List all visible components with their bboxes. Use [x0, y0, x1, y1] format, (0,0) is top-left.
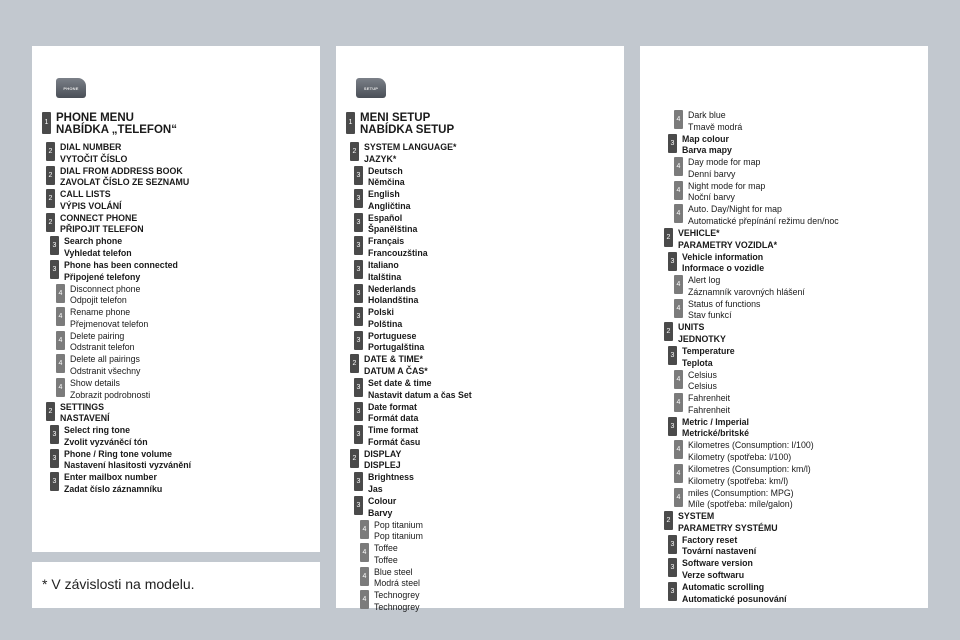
menu-item-level-3: [668, 582, 787, 605]
menu-item-level-3: [354, 236, 428, 259]
menu-item-text: [64, 260, 178, 283]
menu-item-label: Phone / Ring tone volume: [64, 448, 173, 459]
menu-item-text: [374, 590, 419, 613]
level-badge: 3: [354, 236, 363, 255]
menu-item-label: Status of functions: [688, 298, 761, 309]
menu-item-translation: Holandština: [368, 295, 419, 306]
menu-item-translation: Noční barvy: [688, 192, 735, 203]
menu-item-label: Time format: [368, 425, 419, 436]
menu-item-level-3: [354, 331, 424, 354]
menu-item-translation: NABÍDKA SETUP: [360, 124, 455, 136]
level-badge: 1: [346, 112, 355, 134]
menu-item-level-3: [354, 284, 418, 307]
menu-item-label: Technogrey: [374, 590, 420, 601]
menu-item-text: [688, 181, 765, 204]
menu-item-level-4: [360, 520, 423, 543]
menu-item-text: [368, 425, 420, 448]
menu-item-text: [368, 189, 411, 212]
menu-item-text: [368, 331, 424, 354]
menu-item-label: Auto. Day/Night for map: [688, 204, 782, 215]
level-badge: 3: [354, 472, 363, 491]
menu-item-text: [688, 157, 760, 180]
level-badge: 4: [56, 284, 65, 303]
menu-item-level-3: [668, 346, 735, 369]
menu-item-translation: NASTAVENÍ: [60, 413, 110, 424]
menu-item-level-4: [674, 275, 805, 298]
menu-item-label: Temperature: [682, 346, 735, 356]
level-badge: 3: [668, 346, 677, 365]
level-badge: 3: [354, 189, 363, 208]
menu-item-level-2: [46, 402, 110, 425]
level-badge: 3: [668, 558, 677, 577]
menu-item-translation: ZAVOLAT ČÍSLO ZE SEZNAMU: [60, 177, 190, 188]
footnote-box: [32, 562, 320, 608]
menu-item-text: [368, 307, 402, 330]
menu-item-translation: Fahrenheit: [688, 404, 731, 415]
level-badge: 3: [354, 378, 363, 397]
menu-item-translation: Tovární nastavení: [682, 546, 757, 557]
menu-item-level-2: [46, 189, 122, 212]
level-badge: 3: [668, 582, 677, 601]
menu-item-text: [64, 472, 162, 495]
menu-item-text: [368, 496, 396, 519]
level-badge: 4: [674, 464, 683, 483]
menu-item-translation: Automatické posunování: [682, 593, 787, 604]
menu-item-text: [60, 142, 127, 165]
level-badge: 4: [674, 440, 683, 459]
menu-item-level-3: [668, 417, 749, 440]
menu-item-text: [678, 228, 777, 251]
menu-item-label: Day mode for map: [688, 157, 761, 168]
menu-item-level-4: [674, 181, 765, 204]
menu-item-text: [678, 322, 726, 345]
menu-item-level-3: [668, 252, 764, 275]
menu-item-label: Pop titanium: [374, 519, 423, 530]
menu-item-text: [56, 112, 177, 136]
setup-menu-icon: SETUP: [356, 78, 386, 98]
menu-item-translation: Nastavit datum a čas Set: [368, 389, 472, 400]
menu-item-label: Search phone: [64, 236, 123, 247]
menu-item-label: Fahrenheit: [688, 393, 731, 404]
menu-item-text: [688, 110, 742, 133]
level-badge: 2: [350, 449, 359, 468]
level-badge: 2: [664, 511, 673, 530]
menu-item-label: SETTINGS: [60, 401, 104, 412]
phone-menu-icon: PHONE: [56, 78, 86, 98]
level-badge: 4: [674, 275, 683, 294]
menu-item-translation: JEDNOTKY: [678, 333, 726, 344]
menu-item-level-4: [674, 370, 717, 393]
menu-item-label: Rename phone: [70, 307, 131, 318]
menu-item-text: [368, 378, 472, 401]
menu-item-text: [60, 213, 144, 236]
menu-item-label: Kilometres (Consumption: l/100): [688, 440, 814, 451]
menu-item-label: Show details: [70, 378, 120, 388]
menu-item-level-3: [354, 378, 472, 401]
menu-item-label: Kilometres (Consumption: km/l): [688, 464, 811, 474]
menu-item-label: Polski: [368, 307, 394, 318]
menu-item-text: [374, 543, 398, 566]
menu-item-level-3: [354, 496, 396, 519]
phone-menu-panel: [32, 46, 320, 552]
menu-item-text: [70, 307, 148, 330]
menu-item-text: [364, 354, 428, 377]
menu-item-label: Toffee: [374, 543, 398, 554]
menu-item-text: [688, 393, 730, 416]
menu-item-translation: DATUM A ČAS*: [364, 365, 428, 376]
menu-item-translation: Jas: [368, 483, 383, 494]
menu-item-translation: Formát času: [368, 436, 421, 447]
menu-item-level-3: [354, 166, 405, 189]
menu-item-translation: Odpojit telefon: [70, 295, 127, 306]
menu-item-translation: PARAMETRY VOZIDLA*: [678, 239, 778, 250]
level-badge: 3: [668, 417, 677, 436]
menu-item-level-2: [46, 142, 127, 165]
menu-item-label: Set date & time: [368, 378, 432, 388]
menu-item-level-3: [50, 425, 148, 448]
menu-item-text: [70, 354, 140, 377]
menu-item-level-2: [664, 511, 778, 534]
menu-item-level-3: [354, 260, 401, 283]
menu-item-level-4: [56, 284, 140, 307]
level-badge: 2: [664, 322, 673, 341]
menu-item-translation: Italština: [368, 271, 402, 282]
level-badge: 3: [354, 213, 363, 232]
menu-item-translation: Technogrey: [374, 601, 420, 612]
level-badge: 3: [354, 307, 363, 326]
menu-item-label: Dark blue: [688, 110, 726, 120]
level-badge: 2: [664, 228, 673, 247]
menu-item-label: DATE & TIME*: [364, 354, 423, 365]
menu-item-text: [688, 440, 814, 463]
menu-item-level-3: [668, 558, 753, 581]
menu-item-level-2: [46, 166, 189, 189]
menu-item-translation: Celsius: [688, 381, 717, 392]
menu-item-label: CONNECT PHONE: [60, 212, 138, 223]
menu-item-translation: Zobrazit podrobnosti: [70, 389, 151, 400]
menu-item-translation: Barvy: [368, 507, 393, 518]
menu-item-level-3: [354, 472, 414, 495]
menu-item-text: [60, 166, 189, 189]
menu-item-label: Nederlands: [368, 283, 416, 294]
level-badge: 2: [46, 189, 55, 208]
menu-item-label: Delete all pairings: [70, 354, 140, 365]
menu-item-level-3: [50, 236, 132, 259]
level-badge: 4: [360, 590, 369, 609]
level-badge: 3: [50, 472, 59, 491]
menu-item-level-1: [42, 112, 177, 136]
menu-item-text: [688, 275, 805, 298]
menu-item-text: [368, 402, 418, 425]
menu-item-level-4: [674, 393, 730, 416]
menu-item-translation: Zvolit vyzváněcí tón: [64, 436, 148, 447]
level-badge: 3: [354, 402, 363, 421]
level-badge: 2: [350, 142, 359, 161]
level-badge: 4: [674, 157, 683, 176]
menu-item-label: Night mode for map: [688, 180, 766, 191]
menu-item-translation: Portugalština: [368, 342, 425, 353]
level-badge: 3: [50, 236, 59, 255]
menu-item-text: [70, 331, 135, 354]
menu-item-translation: Kilometry (spotřeba: km/l): [688, 475, 789, 486]
menu-item-text: [64, 425, 148, 448]
level-badge: 4: [360, 567, 369, 586]
menu-item-text: [682, 582, 787, 605]
menu-item-translation: Polština: [368, 318, 403, 329]
menu-item-level-4: [674, 440, 814, 463]
menu-item-label: Software version: [682, 558, 753, 569]
menu-item-translation: PŘIPOJIT TELEFON: [60, 224, 144, 235]
menu-item-translation: Toffee: [374, 554, 398, 565]
menu-item-level-4: [674, 464, 811, 487]
menu-item-text: [70, 378, 150, 401]
menu-item-label: miles (Consumption: MPG): [688, 487, 794, 498]
level-badge: 4: [674, 181, 683, 200]
menu-item-label: Español: [368, 212, 403, 223]
menu-item-label: Factory reset: [682, 534, 738, 545]
menu-item-text: [364, 142, 456, 165]
menu-item-level-3: [354, 402, 418, 425]
menu-item-label: SYSTEM: [678, 511, 715, 522]
menu-item-label: Deutsch: [368, 165, 403, 176]
menu-item-text: [64, 449, 191, 472]
menu-item-text: [368, 260, 401, 283]
menu-item-level-4: [674, 299, 760, 322]
menu-item-translation: Barva mapy: [682, 145, 732, 156]
level-badge: 4: [674, 393, 683, 412]
menu-item-translation: Teplota: [682, 357, 713, 368]
menu-item-translation: Verze softwaru: [682, 569, 745, 580]
menu-item-level-4: [674, 204, 839, 227]
menu-item-label: DISPLAY: [364, 448, 402, 459]
menu-item-translation: JAZYK*: [364, 153, 397, 164]
menu-item-text: [374, 567, 420, 590]
level-badge: 3: [354, 331, 363, 350]
menu-item-translation: Francouzština: [368, 247, 428, 258]
level-badge: 4: [56, 331, 65, 350]
menu-item-level-3: [354, 307, 402, 330]
level-badge: 2: [46, 142, 55, 161]
menu-item-text: [360, 112, 454, 136]
setup-menu-panel: [336, 46, 624, 612]
menu-item-label: VEHICLE*: [678, 228, 720, 238]
footnote-text: * V závislosti na modelu.: [42, 576, 195, 592]
menu-item-text: [682, 346, 735, 369]
menu-item-level-2: [350, 449, 401, 472]
menu-item-label: SYSTEM LANGUAGE*: [364, 142, 457, 152]
menu-item-level-4: [360, 543, 398, 566]
menu-item-level-3: [354, 189, 411, 212]
menu-item-translation: Míle (spotřeba: míle/galon): [688, 499, 793, 510]
menu-item-level-4: [674, 157, 760, 180]
menu-item-translation: Kilometry (spotřeba: l/100): [688, 451, 792, 462]
menu-item-translation: Nastavení hlasitosti vyzvánění: [64, 460, 192, 471]
menu-item-text: [682, 535, 756, 558]
menu-item-label: Automatic scrolling: [682, 582, 765, 592]
menu-item-translation: Formát data: [368, 413, 419, 424]
menu-item-translation: Tmavě modrá: [688, 121, 743, 132]
menu-item-text: [60, 402, 110, 425]
menu-item-translation: Odstranit všechny: [70, 365, 141, 376]
level-badge: 4: [360, 520, 369, 539]
level-badge: 4: [674, 488, 683, 507]
menu-item-level-2: [664, 228, 777, 251]
level-badge: 3: [354, 260, 363, 279]
menu-item-label: Alert log: [688, 275, 721, 286]
menu-item-label: English: [368, 189, 400, 200]
menu-item-text: [64, 236, 132, 259]
level-badge: 4: [56, 307, 65, 326]
menu-item-level-4: [56, 354, 140, 377]
menu-item-level-4: [56, 378, 150, 401]
menu-item-level-4: [56, 307, 148, 330]
menu-item-level-2: [350, 354, 428, 377]
menu-item-level-3: [354, 213, 417, 236]
menu-item-text: [374, 520, 423, 543]
menu-item-label: Phone has been connected: [64, 260, 178, 270]
menu-item-text: [60, 189, 122, 212]
menu-item-level-4: [56, 331, 135, 354]
menu-item-level-1: [346, 112, 454, 136]
menu-item-level-3: [668, 134, 732, 157]
menu-item-translation: Španělština: [368, 224, 418, 235]
menu-item-translation: Pop titanium: [374, 531, 423, 542]
menu-item-text: [688, 464, 811, 487]
menu-item-level-4: [360, 590, 419, 613]
menu-item-text: [682, 417, 749, 440]
menu-item-level-3: [50, 449, 191, 472]
menu-item-translation: VÝPIS VOLÁNÍ: [60, 200, 122, 211]
menu-item-translation: Informace o vozidle: [682, 263, 765, 274]
menu-item-translation: Automatické přepínání režimu den/noc: [688, 215, 839, 226]
menu-item-label: CALL LISTS: [60, 189, 111, 200]
menu-item-level-4: [674, 488, 794, 511]
menu-item-label: DIAL NUMBER: [60, 142, 122, 152]
level-badge: 3: [668, 134, 677, 153]
menu-item-label: Date format: [368, 401, 417, 412]
menu-item-translation: PARAMETRY SYSTÉMU: [678, 522, 778, 533]
menu-item-label: Colour: [368, 496, 397, 506]
menu-item-label: Français: [368, 236, 405, 247]
level-badge: 4: [56, 378, 65, 397]
menu-item-label: Delete pairing: [70, 330, 125, 341]
menu-item-text: [368, 284, 418, 307]
level-badge: 3: [354, 284, 363, 303]
menu-item-label: Brightness: [368, 472, 414, 483]
level-badge: 2: [350, 354, 359, 373]
menu-item-level-2: [664, 322, 726, 345]
menu-item-translation: DISPLEJ: [364, 460, 401, 471]
menu-item-text: [688, 488, 794, 511]
menu-item-text: [678, 511, 778, 534]
level-badge: 2: [46, 402, 55, 421]
level-badge: 4: [360, 543, 369, 562]
menu-item-text: [688, 204, 839, 227]
menu-item-label: Select ring tone: [64, 425, 130, 436]
menu-item-level-2: [350, 142, 456, 165]
menu-item-label: Blue steel: [374, 566, 413, 577]
level-badge: 4: [674, 299, 683, 318]
menu-item-text: [368, 236, 428, 259]
level-badge: 3: [50, 449, 59, 468]
menu-item-translation: Připojené telefony: [64, 271, 141, 282]
menu-item-label: Celsius: [688, 369, 717, 380]
menu-item-translation: Metrické/britské: [682, 428, 749, 439]
menu-item-text: [368, 166, 405, 189]
menu-item-translation: NABÍDKA „TELEFON“: [56, 124, 177, 136]
menu-item-translation: Němčina: [368, 177, 405, 188]
level-badge: 2: [46, 166, 55, 185]
menu-item-label: Map colour: [682, 133, 729, 144]
menu-item-translation: Denní barvy: [688, 168, 736, 179]
menu-item-text: [688, 299, 760, 322]
menu-item-text: [368, 472, 414, 495]
level-badge: 3: [354, 425, 363, 444]
level-badge: 1: [42, 112, 51, 134]
menu-item-level-4: [674, 110, 742, 133]
menu-item-label: Vehicle information: [682, 251, 764, 262]
menu-item-level-3: [50, 260, 178, 283]
menu-item-label: Italiano: [368, 260, 399, 270]
menu-item-level-4: [360, 567, 420, 590]
setup-menu-continued-panel: [640, 46, 928, 608]
menu-item-translation: Vyhledat telefon: [64, 247, 132, 258]
menu-item-label: PHONE MENU: [56, 112, 134, 124]
menu-item-label: Enter mailbox number: [64, 472, 157, 483]
menu-item-text: [688, 370, 717, 393]
menu-item-text: [70, 284, 140, 307]
menu-item-translation: Odstranit telefon: [70, 342, 135, 353]
menu-item-label: Metric / Imperial: [682, 416, 749, 427]
level-badge: 4: [56, 354, 65, 373]
menu-item-translation: Angličtina: [368, 200, 411, 211]
level-badge: 3: [50, 260, 59, 279]
menu-item-translation: Stav funkcí: [688, 310, 732, 321]
menu-item-label: Disconnect phone: [70, 283, 141, 294]
level-badge: 3: [50, 425, 59, 444]
menu-item-level-3: [668, 535, 756, 558]
menu-item-level-2: [46, 213, 144, 236]
menu-item-text: [364, 449, 401, 472]
menu-item-translation: Záznamník varovných hlášení: [688, 286, 805, 297]
level-badge: 4: [674, 110, 683, 129]
menu-item-label: Portuguese: [368, 330, 417, 341]
menu-item-text: [682, 558, 753, 581]
menu-item-level-3: [354, 425, 420, 448]
menu-item-text: [682, 134, 732, 157]
level-badge: 2: [46, 213, 55, 232]
menu-item-translation: VYTOČIT ČÍSLO: [60, 153, 128, 164]
level-badge: 3: [668, 535, 677, 554]
level-badge: 4: [674, 370, 683, 389]
level-badge: 3: [354, 166, 363, 185]
menu-item-label: UNITS: [678, 322, 705, 333]
level-badge: 3: [668, 252, 677, 271]
menu-item-level-3: [50, 472, 162, 495]
menu-item-translation: Přejmenovat telefon: [70, 318, 149, 329]
level-badge: 4: [674, 204, 683, 223]
menu-item-text: [682, 252, 764, 275]
level-badge: 3: [354, 496, 363, 515]
menu-item-label: DIAL FROM ADDRESS BOOK: [60, 165, 183, 176]
menu-item-translation: Modrá steel: [374, 578, 420, 589]
menu-item-label: MENI SETUP: [360, 112, 431, 124]
menu-item-translation: Zadat číslo záznamníku: [64, 483, 163, 494]
menu-item-text: [368, 213, 417, 236]
